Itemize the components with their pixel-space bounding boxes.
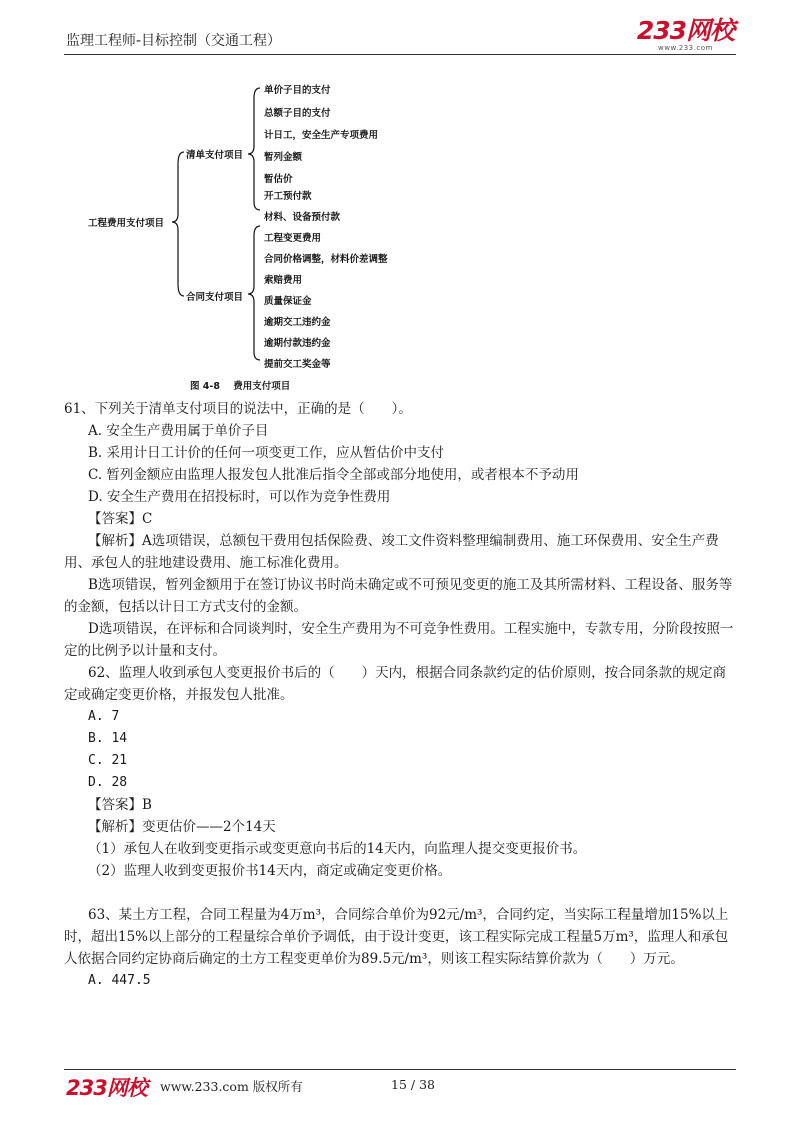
- root-label: 工程费用支付项目: [88, 218, 165, 229]
- group2-label: 合同支付项目: [186, 292, 244, 303]
- header-divider: [64, 54, 736, 55]
- cost-payment-diagram: [64, 74, 484, 374]
- question-62: 62、监理人收到承包人变更报价书后的（ ）天内，根据合同条款约定的估价原则，按合同条款的规定商定或确定变更价格，并报发包人批准。: [64, 665, 727, 703]
- group1-brace: [248, 88, 260, 210]
- group2-item: 质量保证金: [264, 296, 312, 307]
- question-61-explanation: D选项错误，在评标和合同谈判时，安全生产费用为不可竞争性费用。工程实施中，专款专用，分阶段按照一定的比例予以计量和支付。: [64, 621, 734, 659]
- question-62-explanation: （2）监理人收到变更报价书14天内，商定或确定变更价格。: [88, 863, 452, 879]
- group2-item: 材料、设备预付款: [264, 212, 341, 223]
- brand-logo: [637, 18, 734, 52]
- group2-item: 索赔费用: [264, 275, 303, 286]
- group1-item: 单价子目的支付: [264, 85, 331, 96]
- figure-number: 图 4-8: [190, 381, 220, 392]
- figure-title: 费用支付项目: [233, 381, 291, 392]
- group1-label: 清单支付项目: [186, 150, 244, 161]
- group2-brace: [248, 226, 260, 360]
- group2-item: 开工预付款: [264, 191, 312, 202]
- document-body: [64, 398, 738, 992]
- group2-item: 工程变更费用: [264, 233, 322, 244]
- question-62-explanation: 【解析】变更估价——2个14天: [88, 819, 276, 835]
- question-61-explanation: B选项错误，暂列金额用于在签订协议书时尚未确定或不可预见变更的施工及其所需材料、工程设备、服务等的金额，包括以计日工方式支付的金额。: [64, 577, 733, 615]
- spacer: [88, 882, 738, 904]
- group1-item: 暂估价: [264, 174, 293, 185]
- question-62-answer: 【答案】B: [88, 797, 152, 813]
- group2-item: 合同价格调整，材料价差调整: [264, 254, 388, 265]
- question-61-option-d: D. 安全生产费用在招投标时，可以作为竞争性费用: [88, 489, 391, 505]
- figure-caption: [190, 378, 290, 392]
- question-61-option-a: A. 安全生产费用属于单价子目: [88, 423, 269, 439]
- group1-item: 暂列金额: [264, 152, 303, 163]
- footer-logo: 233网校: [66, 1076, 147, 1100]
- logo-text: 233网校: [636, 16, 734, 45]
- question-61: 61、下列关于清单支付项目的说法中，正确的是（ ）。: [64, 401, 412, 417]
- group2-item: 逾期付款违约金: [264, 338, 331, 349]
- question-61-option-c: C. 暂列金额应由监理人报发包人批准后指令全部或部分地使用，或者根本不予动用: [88, 467, 579, 483]
- question-62-option-a: A. 7: [88, 709, 120, 724]
- root-brace: [172, 152, 184, 296]
- question-62-option-b: B. 14: [88, 731, 128, 746]
- question-61-explanation: 【解析】A选项错误，总额包干费用包括保险费、竣工文件资料整理编制费用、施工环保费用、安全生产费用、承包人的驻地建设费用、施工标准化费用。: [64, 533, 719, 571]
- group1-item: 计日工，安全生产专项费用: [264, 130, 379, 141]
- logo-url: www.233.com: [658, 44, 713, 52]
- question-63-option-a: A. 447.5: [88, 973, 151, 988]
- group1-item: 总额子目的支付: [264, 108, 331, 119]
- question-61-option-b: B. 采用计日工计价的任何一项变更工作，应从暂估价中支付: [88, 445, 445, 461]
- question-62-explanation: （1）承包人在收到变更指示或变更意向书后的14天内，向监理人提交变更报价书。: [88, 841, 587, 857]
- group2-item: 逾期交工违约金: [264, 317, 331, 328]
- question-63: 63、某土方工程，合同工程量为4万m³，合同综合单价为92元/m³，合同约定，当实际工程量增加15%以上时，超出15%以上部分的工程量综合单价予调低，由于设计变更，该工程实际完成工程量5万m³，监理人和承包人依据合同约定协商后确定的土方工程变更单价为89.5元/m³，则该工程实际结算价款为（ ）万元。: [64, 907, 729, 967]
- footer-divider: [64, 1069, 736, 1070]
- question-61-answer: 【答案】C: [88, 511, 153, 527]
- group2-item: 提前交工奖金等: [264, 359, 331, 370]
- question-62-option-c: C. 21: [88, 753, 128, 768]
- question-62-option-d: D. 28: [88, 775, 128, 790]
- footer-copyright: www.233.com 版权所有: [160, 1079, 303, 1094]
- document-title: 监理工程师-目标控制（交通工程）: [66, 33, 282, 49]
- page-number: 15 / 38: [391, 1077, 435, 1092]
